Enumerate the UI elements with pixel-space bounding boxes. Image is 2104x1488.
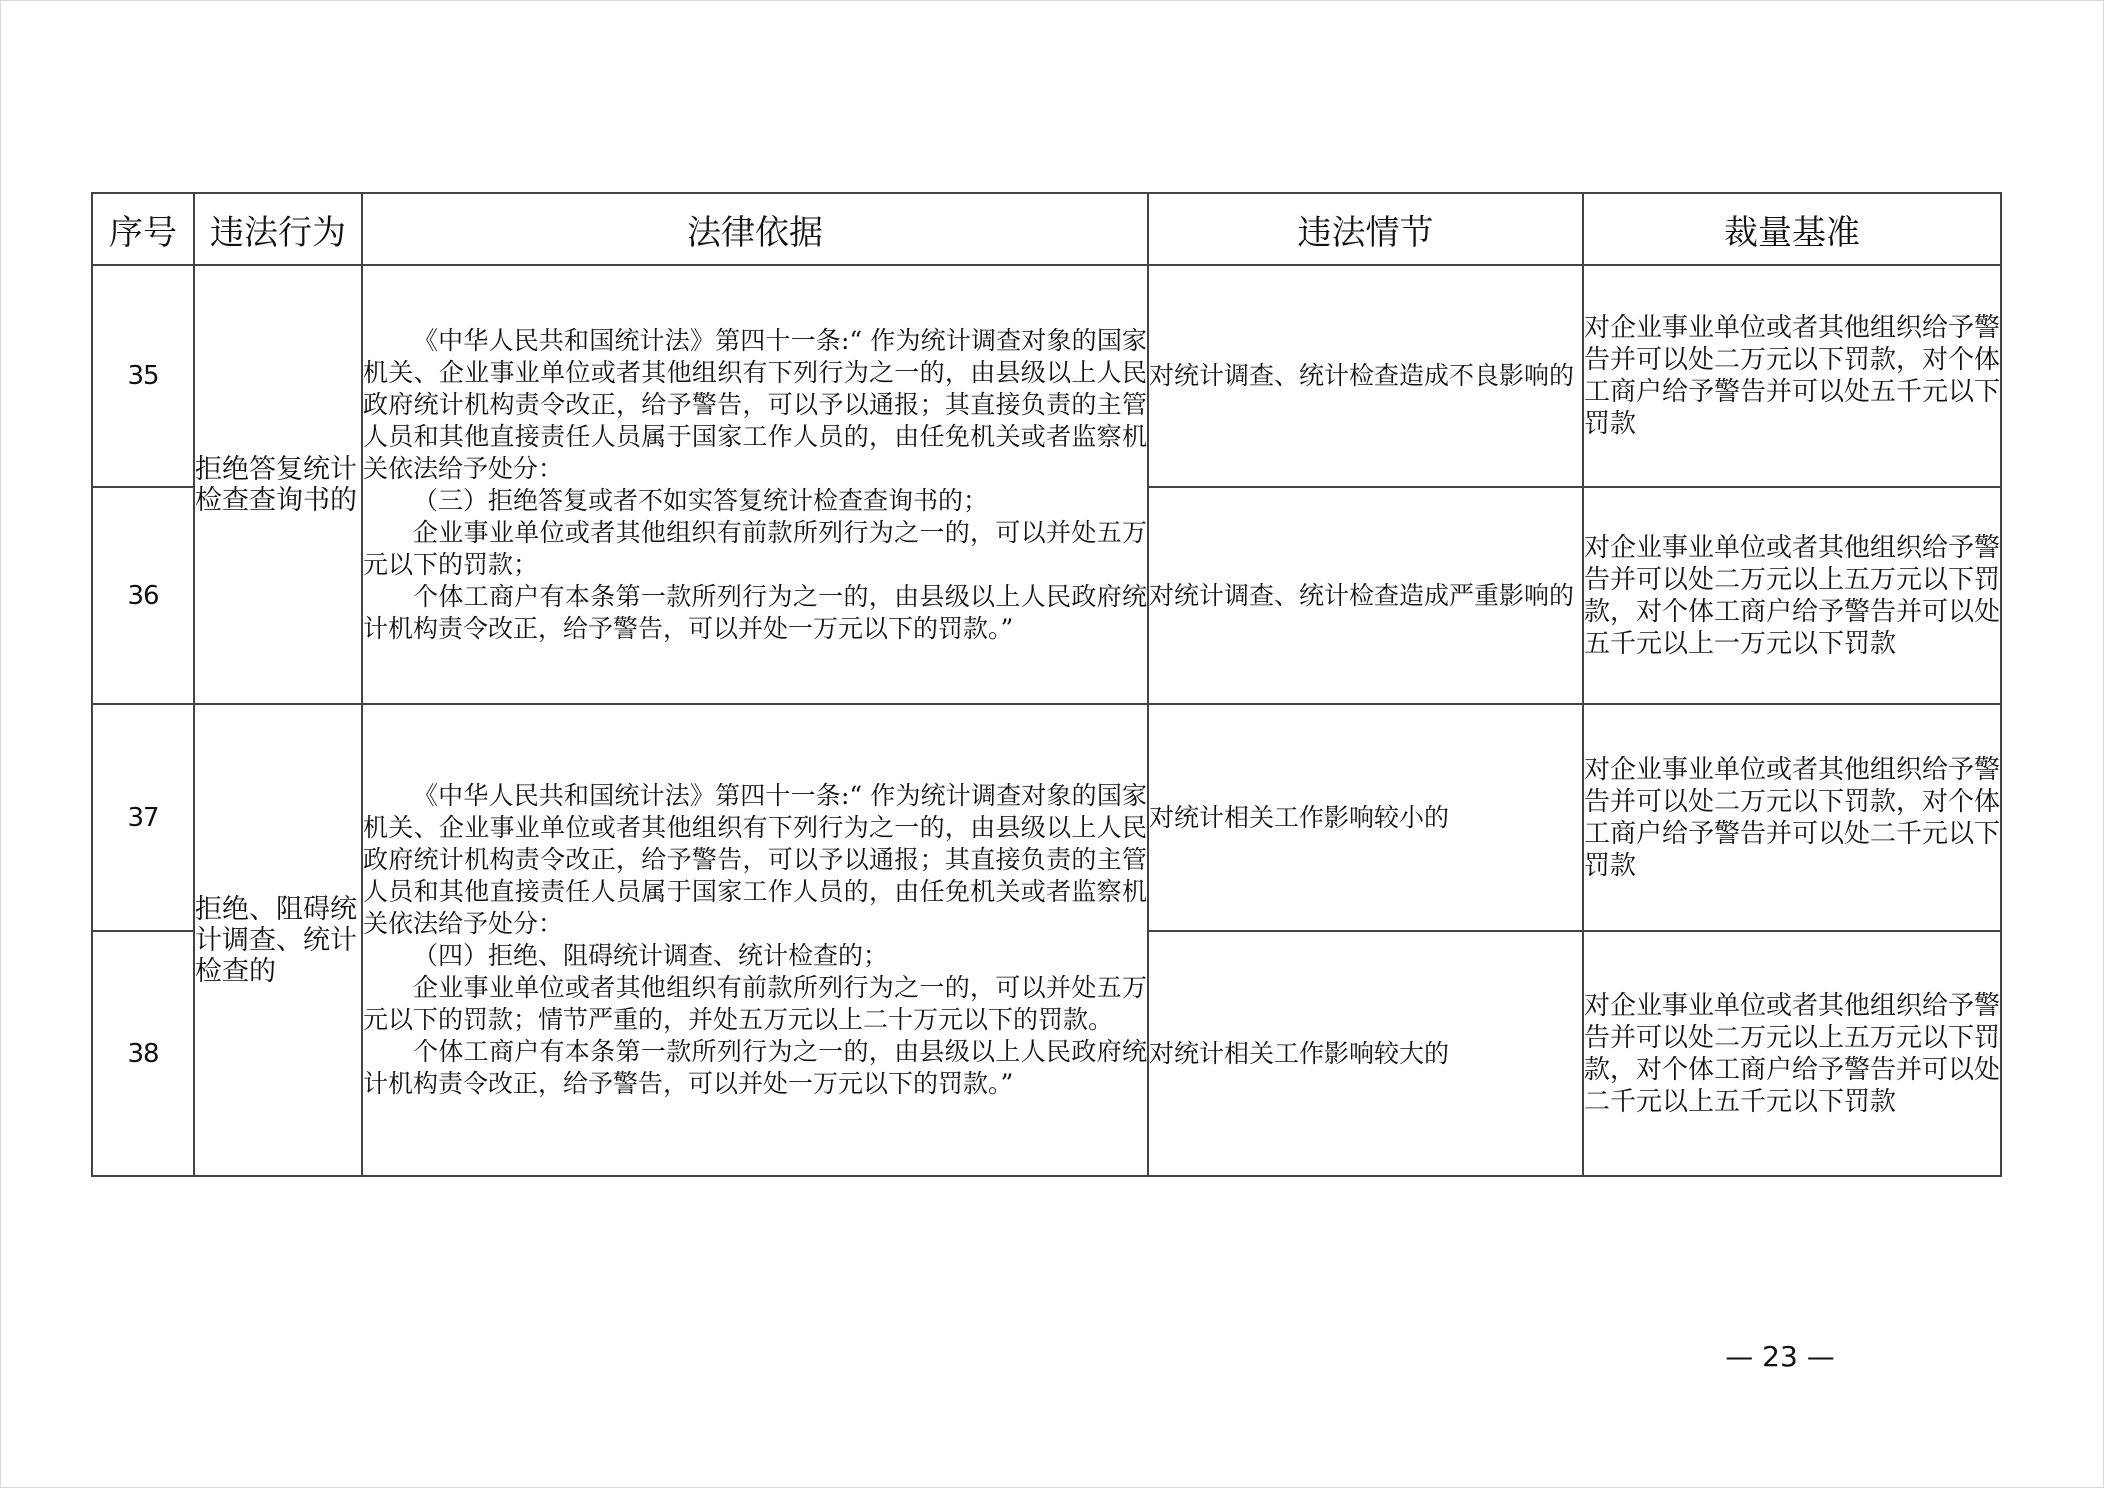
violation-circumstance: 对统计相关工作影响较大的 (1148, 931, 1583, 1176)
legal-basis (362, 704, 1148, 1176)
basis-paragraph: 企业事业单位或者其他组织有前款所列行为之一的，可以并处五万元以下的罚款；情节严重的，并处五万元以上二十万元以下的罚款。 (363, 973, 1147, 1034)
basis-paragraph: 企业事业单位或者其他组织有前款所列行为之一的，可以并处五万元以下的罚款； (363, 517, 1147, 579)
page-number: — 23 — (1725, 1340, 1835, 1373)
row-number: 37 (92, 704, 194, 931)
basis-paragraph: 个体工商户有本条第一款所列行为之一的，由县级以上人民政府统计机构责令改正，给予警告，可以并处一万元以下的罚款。” (363, 581, 1147, 643)
violation-behavior: 拒绝、阻碍统计调查、统计检查的 (194, 704, 362, 1176)
header-seq: 序号 (92, 193, 194, 265)
basis-paragraph: 个体工商户有本条第一款所列行为之一的，由县级以上人民政府统计机构责令改正，给予警告，可以并处一万元以下的罚款。” (363, 1037, 1147, 1098)
violation-circumstance: 对统计调查、统计检查造成严重影响的 (1148, 487, 1583, 704)
legal-basis (362, 265, 1148, 704)
discretion-standard: 对企业事业单位或者其他组织给予警告并可以处二万元以上五万元以下罚款，对个体工商户给予警告并可以处二千元以上五千元以下罚款 (1583, 931, 2001, 1176)
discretion-standards-table (91, 192, 2002, 1177)
header-basis: 法律依据 (362, 193, 1148, 265)
violation-circumstance: 对统计相关工作影响较小的 (1148, 704, 1583, 931)
basis-paragraph: 《中华人民共和国统计法》第四十一条:“ 作为统计调查对象的国家机关、企业事业单位或者其他组织有下列行为之一的，由县级以上人民政府统计机构责令改正，给予警告，可以予以通报；其直接负责的主管人员和其他直接责任人员属于国家工作人员的，由任免机关或者监察机关依法给予处分： (363, 325, 1147, 483)
row-number: 35 (92, 265, 194, 487)
violation-circumstance: 对统计调查、统计检查造成不良影响的 (1148, 265, 1583, 487)
basis-paragraph: （三）拒绝答复或者不如实答复统计检查查询书的； (413, 485, 989, 515)
row-number: 38 (92, 931, 194, 1176)
discretion-standard: 对企业事业单位或者其他组织给予警告并可以处二万元以下罚款，对个体工商户给予警告并可以处五千元以下罚款 (1583, 265, 2001, 487)
table-row (92, 265, 2001, 487)
header-behavior: 违法行为 (194, 193, 362, 265)
header-standard: 裁量基准 (1583, 193, 2001, 265)
discretion-standard: 对企业事业单位或者其他组织给予警告并可以处二万元以上五万元以下罚款，对个体工商户给予警告并可以处五千元以上一万元以下罚款 (1583, 487, 2001, 704)
header-row (92, 193, 2001, 265)
discretion-standard: 对企业事业单位或者其他组织给予警告并可以处二万元以下罚款，对个体工商户给予警告并可以处二千元以下罚款 (1583, 704, 2001, 931)
basis-paragraph: （四）拒绝、阻碍统计调查、统计检查的； (413, 941, 889, 970)
header-circumstance: 违法情节 (1148, 193, 1583, 265)
table-row (92, 704, 2001, 931)
row-number: 36 (92, 487, 194, 704)
violation-behavior: 拒绝答复统计检查查询书的 (194, 265, 362, 704)
basis-paragraph: 《中华人民共和国统计法》第四十一条:“ 作为统计调查对象的国家机关、企业事业单位或者其他组织有下列行为之一的，由县级以上人民政府统计机构责令改正，给予警告，可以予以通报；其直接负责的主管人员和其他直接责任人员属于国家工作人员的，由任免机关或者监察机关依法给予处分： (363, 781, 1147, 938)
